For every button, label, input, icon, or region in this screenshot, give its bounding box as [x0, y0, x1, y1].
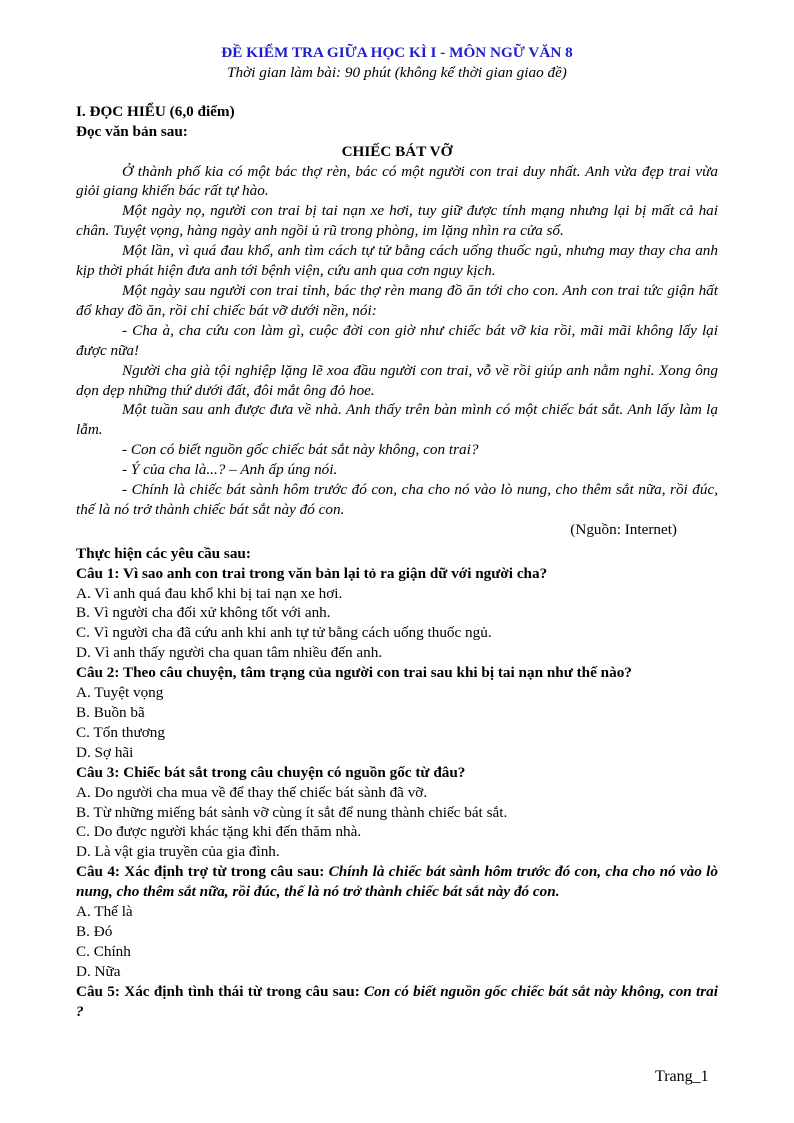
answer-option: A. Do người cha mua về để thay thế chiếc bát sành đã vỡ. [76, 783, 428, 801]
question-prompt [76, 564, 718, 584]
answer-option: B. Buồn bã [76, 704, 145, 721]
answer-option: C. Do được người khác tặng khi đến thăm nhà. [76, 823, 362, 841]
story-paragraph: Một ngày sau người con trai tỉnh, bác thợ rèn mang đồ ăn tới cho con. Anh con trai tức giận hất đổ khay đồ ăn, rồi chỉ chiếc bát vỡ dưới nền, nói: [76, 281, 718, 319]
exam-title: ĐỀ KIỂM TRA GIỮA HỌC KÌ I - MÔN NGỮ VĂN 8 [221, 44, 573, 61]
question-prompt [76, 763, 718, 783]
exam-page [76, 42, 718, 1022]
question-block [76, 663, 718, 763]
question-quote: Con có biết nguồn gốc chiếc bát sắt này không, con trai ? [76, 982, 718, 1020]
story-paragraph: - Con có biết nguồn gốc chiếc bát sắt này không, con trai? [122, 441, 479, 459]
story-paragraph: - Cha à, cha cứu con làm gì, cuộc đời con giờ như chiếc bát vỡ kia rồi, mãi mãi không lấy lại được nữa! [76, 321, 718, 359]
story-paragraph: Một tuần sau anh được đưa về nhà. Anh thấy trên bàn mình có một chiếc bát sắt. Anh lấy làm lạ lẫm. [76, 401, 718, 439]
question-prompt-text: Câu 3: Chiếc bát sắt trong câu chuyện có nguồn gốc từ đâu? [76, 763, 466, 781]
question-prompt-text: Câu 5: Xác định tình thái từ trong câu sau: [76, 982, 365, 1000]
section-heading: I. ĐỌC HIỂU (6,0 điểm) [76, 102, 235, 120]
answer-option: B. Đó [76, 922, 113, 940]
question-list [76, 564, 718, 1022]
question-prompt [76, 862, 718, 902]
question-block [76, 862, 718, 981]
story-paragraph: - Ý của cha là...? – Anh ấp úng nói. [122, 461, 338, 479]
answer-option: D. Vì anh thấy người cha quan tâm nhiều đến anh. [76, 644, 383, 662]
question-prompt-text: Câu 4: Xác định trợ từ trong câu sau: [76, 863, 329, 881]
answer-option: D. Nữa [76, 962, 121, 980]
answer-option: D. Là vật gia truyền của gia đình. [76, 843, 280, 861]
tasks-heading: Thực hiện các yêu cầu sau: [76, 544, 251, 562]
answer-option: C. Chính [76, 942, 131, 960]
story-paragraph: - Chính là chiếc bát sành hôm trước đó con, cha cho nó vào lò nung, cho thêm sắt nữa, rồi đúc, thế là nó trở thành chiếc bát sắt này đó con. [76, 481, 718, 518]
question-block [76, 763, 718, 863]
question-quote: Chính là chiếc bát sành hôm trước đó con, cha cho nó vào lò nung, cho thêm sắt nữa, rồi đúc, thế là nó trở thành chiếc bát sắt này đó con. [76, 863, 718, 901]
answer-option: A. Tuyệt vọng [76, 684, 164, 702]
answer-option: B. Từ những miếng bát sành vỡ cùng ít sắt để nung thành chiếc bát sắt. [76, 803, 508, 821]
answer-option: C. Vì người cha đã cứu anh khi anh tự tử bằng cách uống thuốc ngủ. [76, 624, 492, 642]
answer-option: A. Thế là [76, 903, 133, 921]
answer-option: D. Sợ hãi [76, 743, 134, 761]
exam-subtitle: Thời gian làm bài: 90 phút (không kể thời gian giao đề) [227, 63, 567, 81]
question-prompt [76, 982, 718, 1022]
story-text [76, 162, 718, 520]
story-source: (Nguồn: Internet) [570, 520, 677, 538]
question-prompt-text: Câu 2: Theo câu chuyện, tâm trạng của người con trai sau khi bị tai nạn như thế nào? [76, 664, 632, 682]
story-paragraph: Người cha già tội nghiệp lặng lẽ xoa đầu người con trai, vỗ về rồi giúp anh nằm nghỉ. Xong ông dọn dẹp những thứ dưới đất, đôi mắt ông đỏ hoe. [76, 361, 718, 399]
question-block [76, 564, 718, 664]
story-paragraph: Một ngày nọ, người con trai bị tai nạn xe hơi, tuy giữ được tính mạng nhưng lại bị mất cả hai chân. Tuyệt vọng, hàng ngày anh ngồi ủ rũ trong phòng, im lặng nhìn ra cửa sổ. [76, 202, 718, 240]
answer-option: B. Vì người cha đối xử không tốt với anh. [76, 604, 331, 622]
question-prompt [76, 663, 718, 683]
story-title: CHIẾC BÁT VỠ [341, 142, 453, 160]
answer-option: A. Vì anh quá đau khổ khi bị tai nạn xe hơi. [76, 584, 343, 602]
story-paragraph: Một lần, vì quá đau khổ, anh tìm cách tự tử bằng cách uống thuốc ngủ, nhưng may thay cha anh kịp thời phát hiện đưa anh tới bệnh viện, cứu anh qua cơn nguy kịch. [76, 242, 718, 280]
question-block [76, 982, 718, 1022]
reading-instruction: Đọc văn bản sau: [76, 122, 188, 140]
page-number: Trang_1 [655, 1068, 709, 1085]
question-prompt-text: Câu 1: Vì sao anh con trai trong văn bản lại tỏ ra giận dữ với người cha? [76, 564, 548, 582]
answer-option: C. Tổn thương [76, 723, 165, 741]
story-paragraph: Ở thành phố kia có một bác thợ rèn, bác có một người con trai duy nhất. Anh vừa đẹp trai vừa giỏi giang khiến bác rất tự hào. [76, 162, 718, 200]
